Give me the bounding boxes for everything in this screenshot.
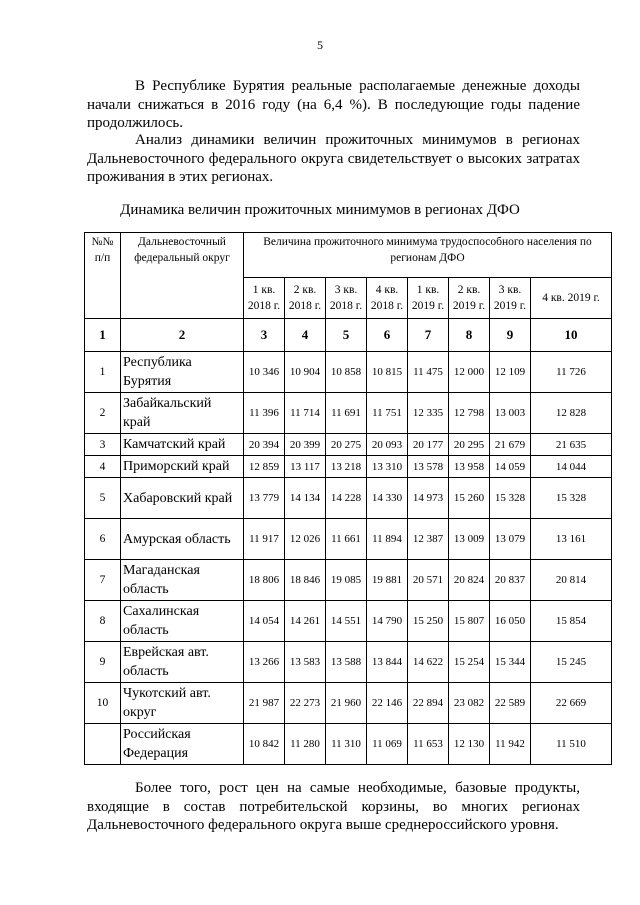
value-cell: 13 779 [244,478,285,519]
value-cell: 11 714 [285,393,326,434]
row-number: 10 [85,683,121,724]
value-cell: 20 837 [490,560,531,601]
value-cell: 13 009 [449,519,490,560]
paragraph-prices: Более того, рост цен на самые необходимые, базовые продукты, входящие в состав потребительской корзины, во многих регионах Дальневосточного федерального округа выше среднероссийского уровня. [87,780,580,833]
row-number: 4 [85,456,121,478]
value-cell: 22 669 [531,683,612,724]
row-number: 7 [85,560,121,601]
table-row [85,478,612,519]
value-cell: 11 726 [531,352,612,393]
table-row [85,601,612,642]
header-quarter: 3 кв. 2019 г. [490,278,531,319]
region-name: Сахалинская область [121,601,244,642]
table-row [85,519,612,560]
table-row [85,434,612,456]
value-cell: 11 751 [367,393,408,434]
value-cell: 15 260 [449,478,490,519]
value-cell: 11 475 [408,352,449,393]
header-quarter: 2 кв. 2019 г. [449,278,490,319]
value-cell: 20 177 [408,434,449,456]
value-cell: 13 266 [244,642,285,683]
value-cell: 23 082 [449,683,490,724]
value-cell: 13 844 [367,642,408,683]
value-cell: 11 653 [408,724,449,765]
table-row [85,560,612,601]
table-row [85,683,612,724]
value-cell: 21 635 [531,434,612,456]
value-cell: 12 335 [408,393,449,434]
table-caption: Динамика величин прожиточных минимумов в регионах ДФО [120,202,520,218]
row-number: 8 [85,601,121,642]
value-cell: 11 280 [285,724,326,765]
value-cell: 11 396 [244,393,285,434]
table-row [85,642,612,683]
table-row [85,352,612,393]
value-cell: 15 344 [490,642,531,683]
value-cell: 20 814 [531,560,612,601]
value-cell: 13 218 [326,456,367,478]
value-cell: 11 917 [244,519,285,560]
header-quarter: 4 кв. 2019 г. [531,278,612,319]
value-cell: 11 942 [490,724,531,765]
row-number: 9 [85,642,121,683]
header-number: №№ п/п [85,233,121,319]
value-cell: 12 798 [449,393,490,434]
value-cell: 19 881 [367,560,408,601]
column-number: 8 [449,319,490,352]
value-cell: 15 245 [531,642,612,683]
value-cell: 20 093 [367,434,408,456]
value-cell: 11 691 [326,393,367,434]
value-cell: 13 079 [490,519,531,560]
value-cell: 15 328 [531,478,612,519]
region-name: Приморский край [121,456,244,478]
value-cell: 19 085 [326,560,367,601]
paragraph-analysis: Анализ динамики величин прожиточных минимумов в регионах Дальневосточного федерального округа свидетельствует о высоких затратах проживания в этих регионах. [87,132,580,185]
value-cell: 10 815 [367,352,408,393]
value-cell: 11 510 [531,724,612,765]
value-cell: 10 346 [244,352,285,393]
value-cell: 14 134 [285,478,326,519]
column-number: 9 [490,319,531,352]
region-name: Забайкальский край [121,393,244,434]
value-cell: 21 987 [244,683,285,724]
value-cell: 15 328 [490,478,531,519]
value-cell: 12 130 [449,724,490,765]
column-number: 2 [121,319,244,352]
header-quarter: 3 кв. 2018 г. [326,278,367,319]
value-cell: 14 330 [367,478,408,519]
value-cell: 21 679 [490,434,531,456]
header-quarter: 1 кв. 2019 г. [408,278,449,319]
value-cell: 20 295 [449,434,490,456]
value-cell: 15 807 [449,601,490,642]
value-cell: 20 394 [244,434,285,456]
value-cell: 13 310 [367,456,408,478]
region-name: Амурская область [121,519,244,560]
value-cell: 14 551 [326,601,367,642]
value-cell: 18 806 [244,560,285,601]
value-cell: 22 146 [367,683,408,724]
region-name: Республика Бурятия [121,352,244,393]
region-name: Еврейская авт. область [121,642,244,683]
value-cell: 14 622 [408,642,449,683]
row-number: 5 [85,478,121,519]
table-row [85,724,612,765]
value-cell: 14 261 [285,601,326,642]
value-cell: 11 310 [326,724,367,765]
value-cell: 12 828 [531,393,612,434]
value-cell: 14 790 [367,601,408,642]
region-name: Чукотский авт. округ [121,683,244,724]
header-quarter: 2 кв. 2018 г. [285,278,326,319]
row-number: 3 [85,434,121,456]
value-cell: 20 571 [408,560,449,601]
value-cell: 13 161 [531,519,612,560]
row-number [85,724,121,765]
value-cell: 14 054 [244,601,285,642]
column-number: 7 [408,319,449,352]
header-quarter: 4 кв. 2018 г. [367,278,408,319]
column-number: 5 [326,319,367,352]
column-number: 10 [531,319,612,352]
region-name: Российская Федерация [121,724,244,765]
table-row [85,456,612,478]
value-cell: 13 578 [408,456,449,478]
header-subsistence-group: Величина прожиточного минимума трудоспособного населения по регионам ДФО [244,233,612,278]
value-cell: 15 254 [449,642,490,683]
value-cell: 13 117 [285,456,326,478]
header-district: Дальневосточный федеральный округ [121,233,244,319]
value-cell: 13 583 [285,642,326,683]
value-cell: 20 275 [326,434,367,456]
subsistence-minimum-table [84,232,612,765]
value-cell: 14 059 [490,456,531,478]
value-cell: 20 824 [449,560,490,601]
value-cell: 12 859 [244,456,285,478]
value-cell: 11 069 [367,724,408,765]
value-cell: 18 846 [285,560,326,601]
value-cell: 12 026 [285,519,326,560]
value-cell: 16 050 [490,601,531,642]
value-cell: 21 960 [326,683,367,724]
region-name: Камчатский край [121,434,244,456]
table-row [85,393,612,434]
page-number: 5 [317,38,323,52]
value-cell: 13 588 [326,642,367,683]
value-cell: 10 858 [326,352,367,393]
value-cell: 10 842 [244,724,285,765]
value-cell: 14 044 [531,456,612,478]
value-cell: 20 399 [285,434,326,456]
paragraph-buryatia-income: В Республике Бурятия реальные располагаемые денежные доходы начали снижаться в 2016 году (на 6,4 %). В последующие годы падение продолжилось. [87,78,580,131]
value-cell: 22 589 [490,683,531,724]
value-cell: 12 000 [449,352,490,393]
value-cell: 10 904 [285,352,326,393]
column-number: 6 [367,319,408,352]
row-number: 6 [85,519,121,560]
value-cell: 13 958 [449,456,490,478]
region-name: Хабаровский край [121,478,244,519]
value-cell: 14 973 [408,478,449,519]
column-number: 4 [285,319,326,352]
value-cell: 11 894 [367,519,408,560]
row-number: 2 [85,393,121,434]
region-name: Магаданская область [121,560,244,601]
value-cell: 15 854 [531,601,612,642]
value-cell: 22 273 [285,683,326,724]
column-number: 1 [85,319,121,352]
value-cell: 14 228 [326,478,367,519]
value-cell: 12 109 [490,352,531,393]
value-cell: 13 003 [490,393,531,434]
value-cell: 12 387 [408,519,449,560]
header-quarter: 1 кв. 2018 г. [244,278,285,319]
column-number: 3 [244,319,285,352]
value-cell: 15 250 [408,601,449,642]
value-cell: 22 894 [408,683,449,724]
value-cell: 11 661 [326,519,367,560]
row-number: 1 [85,352,121,393]
